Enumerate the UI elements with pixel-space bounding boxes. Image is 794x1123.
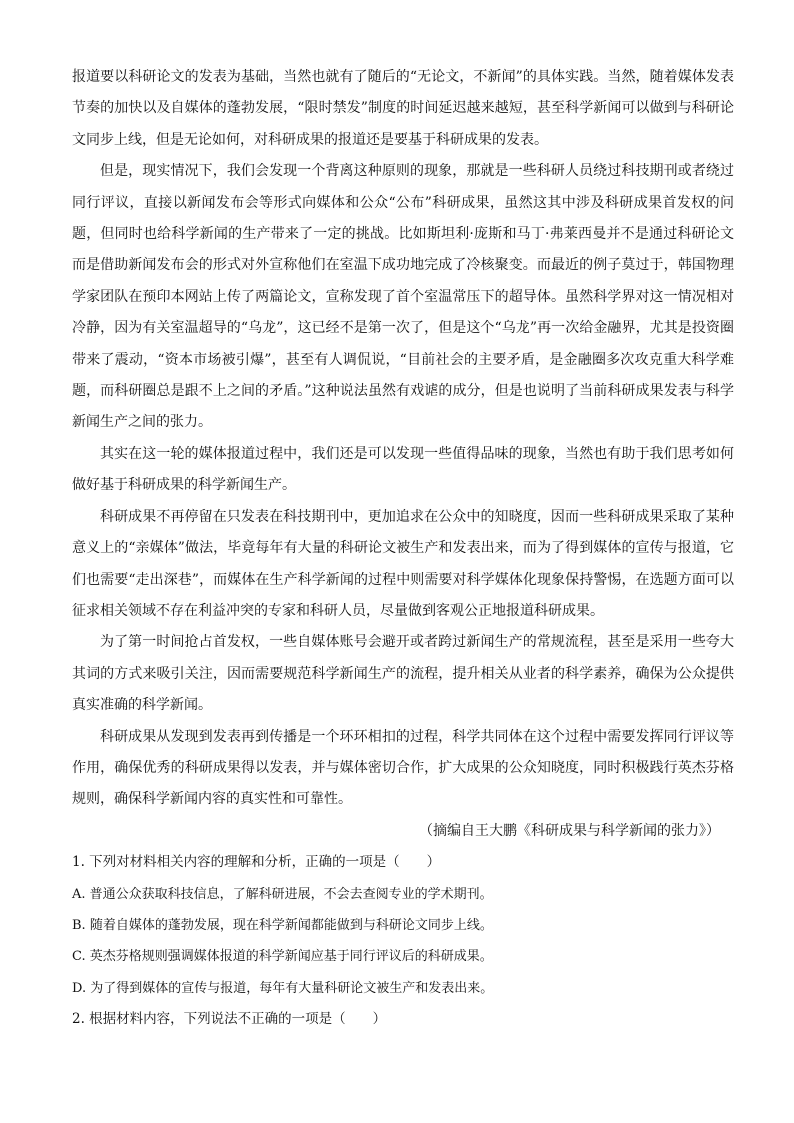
question-2 [72,1004,734,1035]
question-2-stem: 2. 根据材料内容，下列说法不正确的一项是（ ） [72,1011,387,1028]
article-paragraph-5: 为了第一时间抢占首发权，一些自媒体账号会避开或者跨过新闻生产的常规流程，甚至是采用一些夸大其词的方式来吸引关注，因而需要规范科学新闻生产的流程，提升相关从业者的科学素养，确保为公众提供真实准确的科学新闻。 [72,634,734,714]
question-1-option-d: D. 为了得到媒体的宣传与报道，每年有大量科研论文被生产和发表出来。 [72,980,494,996]
question-1-option-b: B. 随着自媒体的蓬勃发展，现在科学新闻都能做到与科研论文同步上线。 [72,917,493,933]
article-paragraph-4: 科研成果不再停留在只发表在科技期刊中，更加追求在公众中的知晓度，因而一些科研成果采取了某种意义上的“亲媒体”做法，毕竟每年有大量的科研论文被生产和发表出来，而为了得到媒体的宣传与报道，它们也需要“走出深巷”，而媒体在生产科学新闻的过程中则需要对科学媒体化现象保持警惕，在选题方面可以征求相关领域不存在利益冲突的专家和科研人员，尽量做到客观公正地报道科研成果。 [72,508,734,619]
article-paragraph-6: 科研成果从发现到发表再到传播是一个环环相扣的过程，科学共同体在这个过程中需要发挥同行评议等作用，确保优秀的科研成果得以发表，并与媒体密切合作，扩大成果的公众知晓度，同时积极践行英杰芬格规则，确保科学新闻内容的真实性和可靠性。 [72,728,734,808]
question-1-option-c: C. 英杰芬格规则强调媒体报道的科学新闻应基于同行评议后的科研成果。 [72,949,493,965]
article-paragraph-2: 但是，现实情况下，我们会发现一个背离这种原则的现象，那就是一些科研人员绕过科技期刊或者绕过同行评议，直接以新闻发布会等形式向媒体和公众“公布”科研成果，虽然这其中涉及科研成果首发权的问题，但同时也给科学新闻的生产带来了一定的挑战。比如斯坦利·庞斯和马丁·弗莱西曼并不是通过科研论文而是借助新闻发布会的形式对外宣称他们在室温下成功地完成了冷核聚变。而最近的例子莫过于，韩国物理学家团队在预印本网站上传了两篇论文，宣称发现了首个室温常压下的超导体。虽然科学界对这一情况相对冷静，因为有关室温超导的“乌龙”，这已经不是第一次了，但是这个“乌龙”再一次给金融界，尤其是投资圈带来了震动，“资本市场被引爆”，甚至有人调侃说，“目前社会的主要矛盾，是金融圈多次攻克重大科学难题，而科研圈总是跟不上之间的矛盾。”这种说法虽然有戏谑的成分，但是也说明了当前科研成果发表与科学新闻生产之间的张力。 [72,163,734,431]
question-1-stem: 1. 下列对材料相关内容的理解和分析，正确的一项是（ ） [72,854,441,871]
document-page [72,62,734,1036]
question-1-option-a: A. 普通公众获取科技信息，了解科研进展，不会去查阅专业的学术期刊。 [72,886,493,902]
article-source-citation: （摘编自王大鹏《科研成果与科学新闻的张力》） [419,822,720,839]
article-paragraph-3: 其实在这一轮的媒体报道过程中，我们还是可以发现一些值得品味的现象，当然也有助于我们思考如何做好基于科研成果的科学新闻生产。 [72,445,734,494]
article-paragraph-1: 报道要以科研论文的发表为基础，当然也就有了随后的“无论文，不新闻”的具体实践。当然，随着媒体发表节奏的加快以及自媒体的蓬勃发展，“限时禁发”制度的时间延迟越来越短，甚至科学新闻可以做到与科研论文同步上线，但是无论如何，对科研成果的报道还是要基于科研成果的发表。 [72,69,734,148]
question-1 [72,847,734,1004]
